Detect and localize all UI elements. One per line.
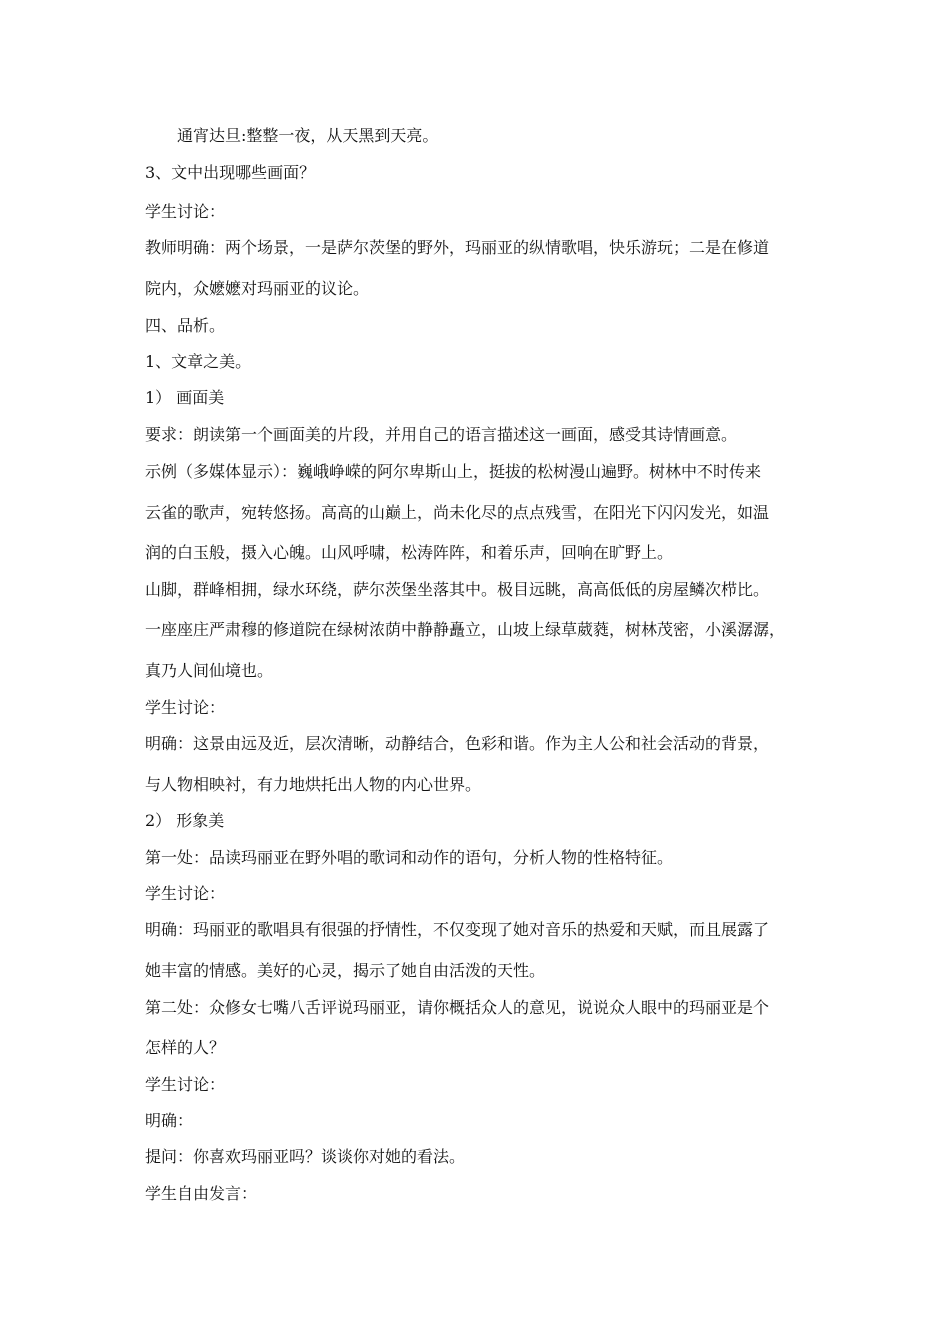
text-line: 学生自由发言：	[145, 1184, 258, 1203]
text-line: 她丰富的情感。美好的心灵，揭示了她自由活泼的天性。	[145, 961, 546, 980]
text-line: 学生讨论：	[145, 884, 226, 903]
text-line: 示例（多媒体显示）：巍峨峥嵘的阿尔卑斯山上，挺拔的松树漫山遍野。树林中不时传来	[145, 462, 762, 481]
text-line: 教师明确：两个场景，一是萨尔茨堡的野外，玛丽亚的纵情歌唱，快乐游玩；二是在修道	[145, 238, 770, 257]
text-line: 学生讨论：	[145, 202, 226, 221]
text-line: 云雀的歌声，宛转悠扬。高高的山巅上，尚未化尽的点点残雪，在阳光下闪闪发光，如温	[145, 503, 770, 522]
text-line: 与人物相映衬，有力地烘托出人物的内心世界。	[145, 775, 482, 794]
text-line: 学生讨论：	[145, 1075, 226, 1094]
text-line: 润的白玉般，摄入心魄。山风呼啸，松涛阵阵，和着乐声，回响在旷野上。	[145, 543, 674, 562]
text-line: 真乃人间仙境也。	[145, 661, 274, 680]
text-line: 通宵达旦:整整一夜，从天黑到天亮。	[177, 126, 439, 145]
text-line: 明确：玛丽亚的歌唱具有很强的抒情性，不仅变现了她对音乐的热爱和天赋，而且展露了	[145, 920, 770, 939]
text-line: 怎样的人？	[145, 1038, 226, 1057]
text-line: 明确：这景由远及近，层次清晰，动静结合，色彩和谐。作为主人公和社会活动的背景，	[145, 734, 770, 753]
text-line: 第一处：品读玛丽亚在野外唱的歌词和动作的语句，分析人物的性格特征。	[145, 848, 674, 867]
text-line: 要求：朗读第一个画面美的片段，并用自己的语言描述这一画面，感受其诗情画意。	[145, 425, 738, 444]
text-line: 一座座庄严肃穆的修道院在绿树浓荫中静静矗立，山坡上绿草葳蕤，树林茂密，小溪潺潺，	[145, 620, 786, 639]
text-line: 1） 画面美	[145, 388, 225, 407]
text-line: 第二处：众修女七嘴八舌评说玛丽亚，请你概括众人的意见，说说众人眼中的玛丽亚是个	[145, 998, 770, 1017]
text-line: 3、文中出现哪些画面？	[145, 163, 316, 182]
text-line: 院内，众嬷嬷对玛丽亚的议论。	[145, 279, 370, 298]
text-line: 山脚，群峰相拥，绿水环绕，萨尔茨堡坐落其中。极目远眺，高高低低的房屋鳞次栉比。	[145, 580, 770, 599]
text-line: 明确：	[145, 1111, 194, 1130]
section-heading: 四、品析。	[145, 316, 226, 335]
text-line: 提问：你喜欢玛丽亚吗？谈谈你对她的看法。	[145, 1147, 466, 1166]
text-line: 1、文章之美。	[145, 352, 252, 371]
text-line: 2） 形象美	[145, 811, 225, 830]
text-line: 学生讨论：	[145, 698, 226, 717]
